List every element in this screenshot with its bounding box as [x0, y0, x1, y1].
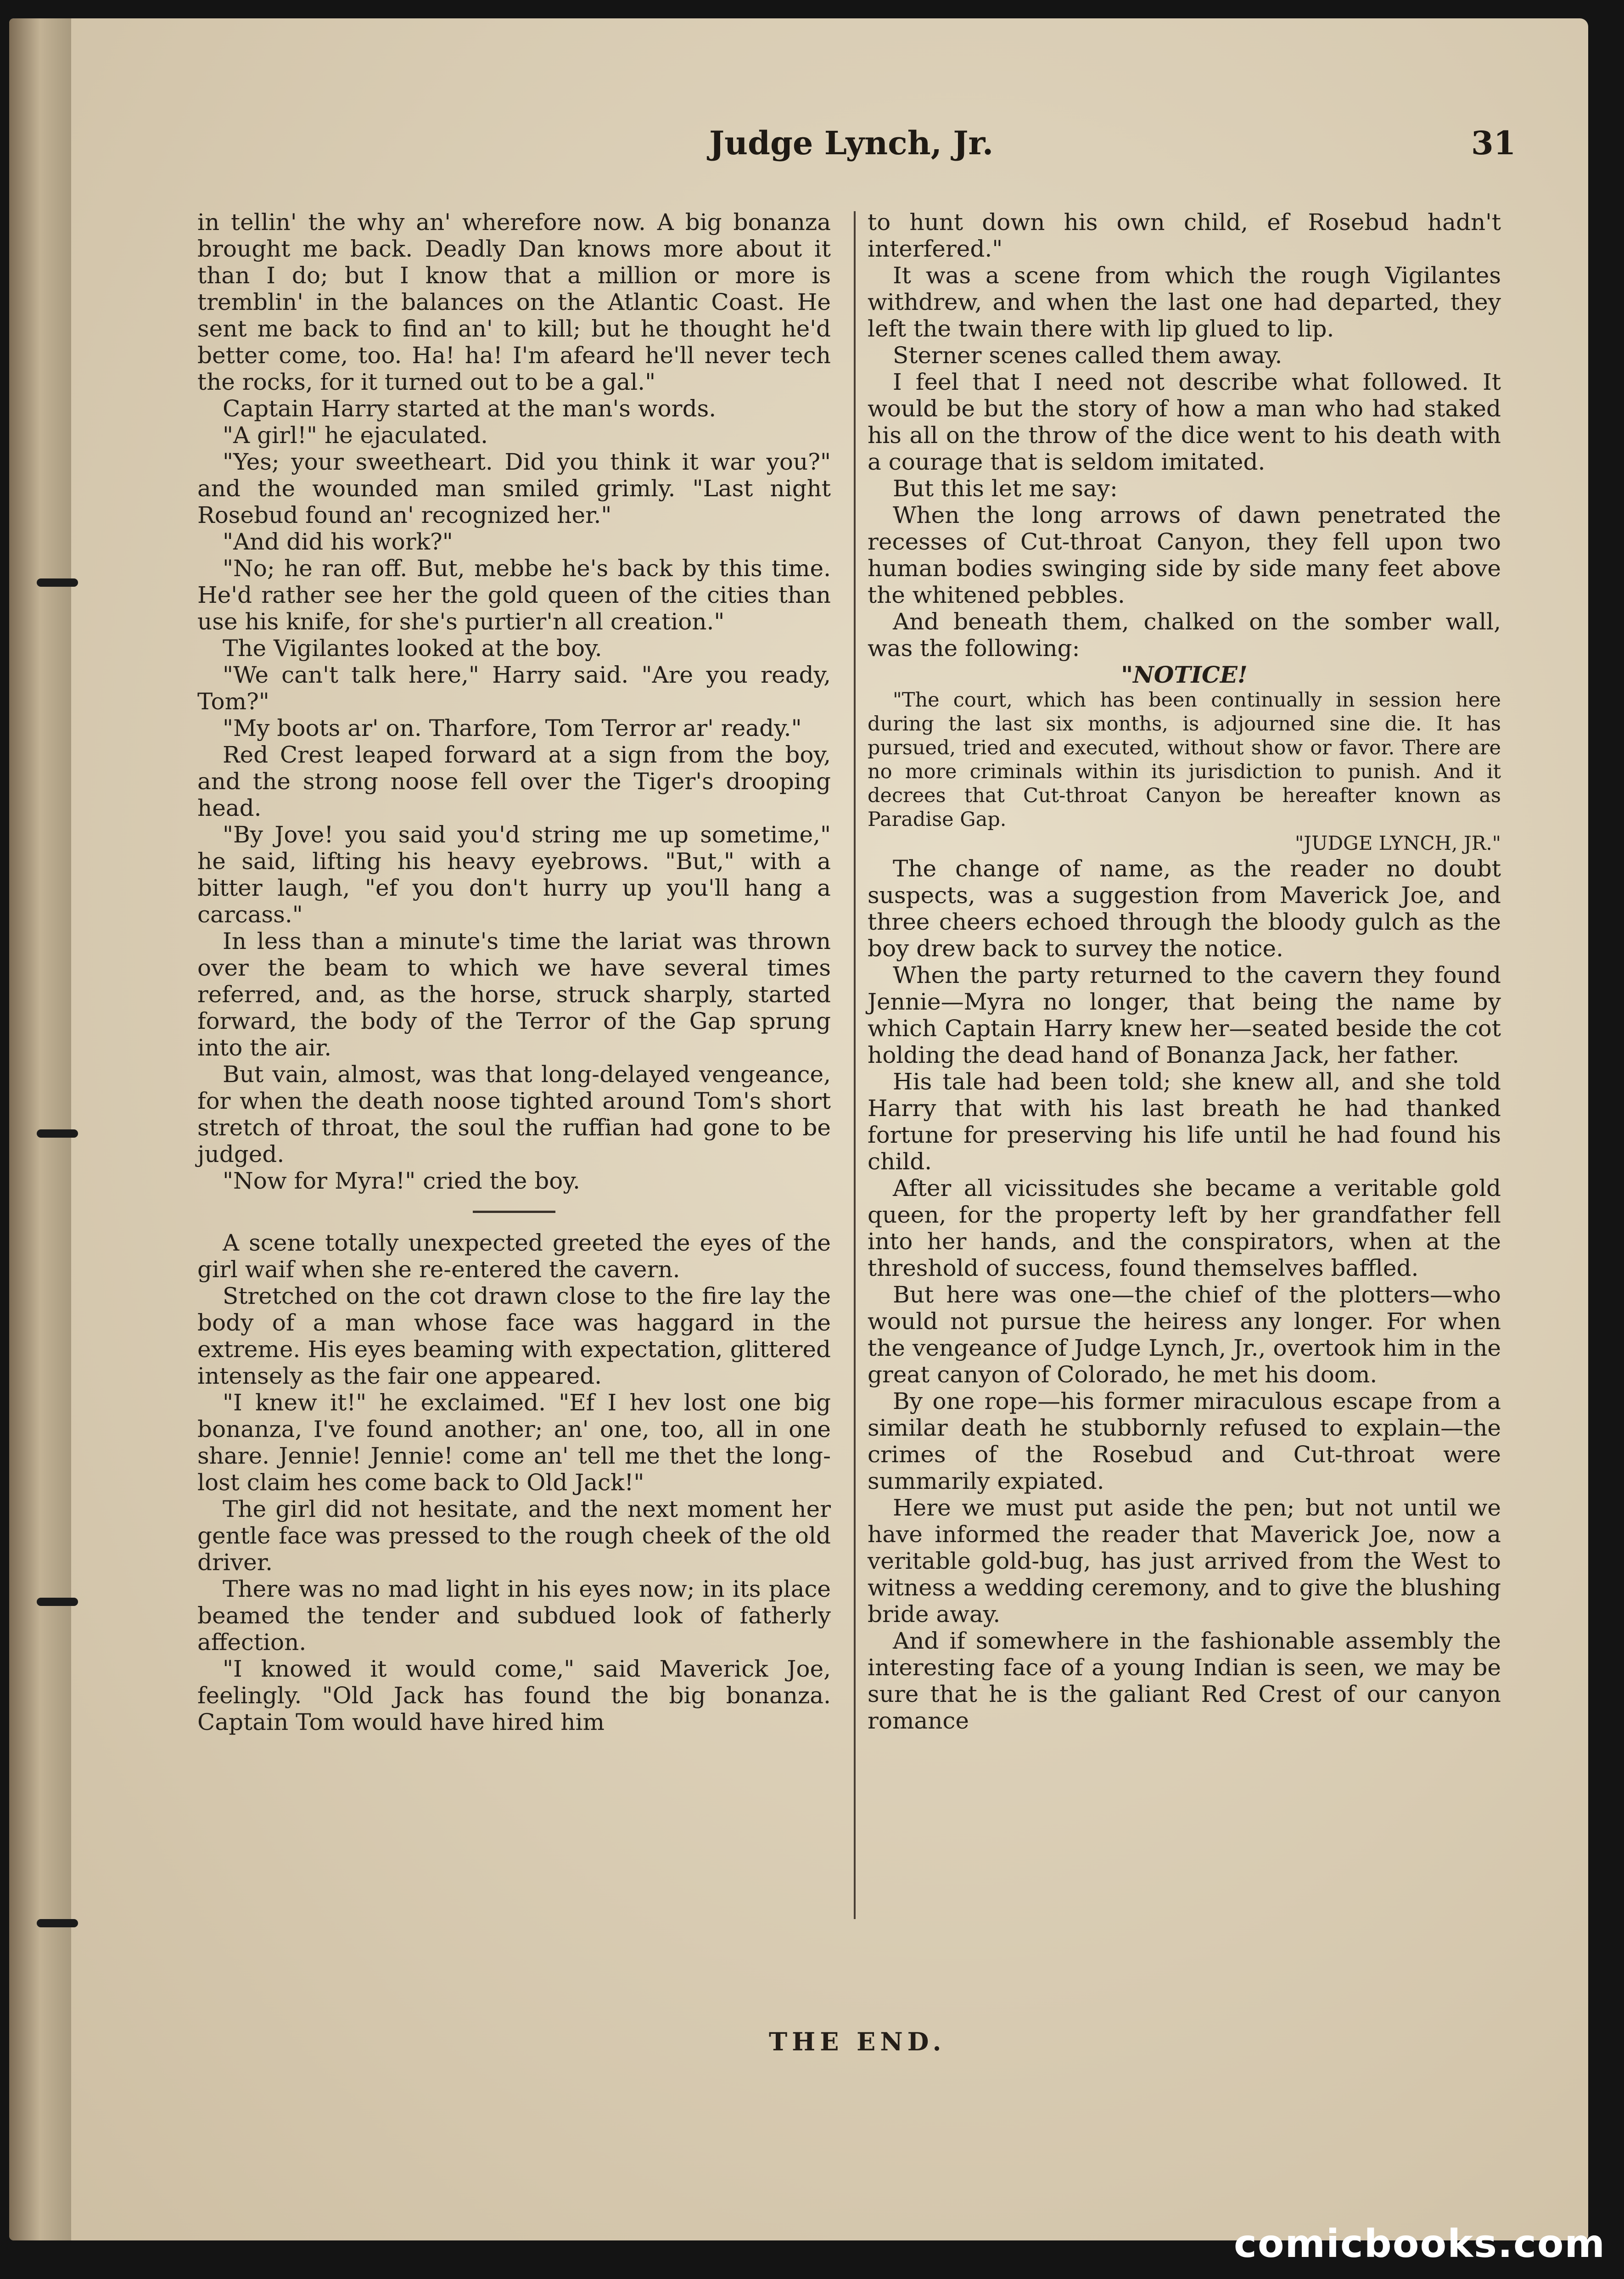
paragraph: Red Crest leaped forward at a sign from the boy, and the strong noose fell over the Tiger's drooping head.	[197, 741, 831, 821]
paragraph: "I knowed it would come," said Maverick Joe, feelingly. "Old Jack has found the big bonanza. Captain Tom would have hired him	[197, 1656, 831, 1735]
binding-stitch	[37, 578, 78, 587]
page-number: 31	[1471, 124, 1516, 162]
paragraph: Sterner scenes called them away.	[893, 342, 1282, 369]
notice-signature: "JUDGE LYNCH, JR."	[1294, 832, 1501, 854]
paragraph: His tale had been told; she knew all, and she told Harry that with his last breath he had thanked fortune for preserving his life until he had found his child.	[868, 1068, 1501, 1175]
paragraph: But here was one—the chief of the plotters—who would not pursue the heiress any longer. For when the vengeance of Judge Lynch, Jr., overtook him in the great canyon of Colorado, he met his doom.	[868, 1281, 1501, 1388]
paragraph: After all vicissitudes she became a veritable gold queen, for the property left by her grandfather fell into her hands, and the conspirators, when at the threshold of success, found themselves baffled.	[868, 1175, 1501, 1281]
paragraph: By one rope—his former miraculous escape from a similar death he stubbornly refused to explain—the crimes of the Rosebud and Cut-throat were summarily expiated.	[868, 1388, 1501, 1494]
section-divider	[473, 1211, 555, 1213]
notice-body: "The court, which has been continually in session here during the last six months, is adjourned sine die. It has pursued, tried and executed, without show or favor. There are no more criminals within its jurisdiction to punish. And it decrees that Cut-throat Canyon be hereafter known as Paradise Gap.	[868, 689, 1501, 831]
left-column	[197, 209, 831, 1735]
paragraph: A scene totally unexpected greeted the eyes of the girl waif when she re-entered the cavern.	[197, 1229, 831, 1283]
paragraph: "No; he ran off. But, mebbe he's back by this time. He'd rather see her the gold queen of the cities than use his knife, for she's purtier'n all creation."	[197, 555, 831, 635]
binding-stitch	[37, 1598, 78, 1606]
paragraph: The girl did not hesitate, and the next moment her gentle face was pressed to the rough cheek of the old driver.	[197, 1496, 831, 1576]
paragraph: to hunt down his own child, ef Rosebud hadn't interfered."	[868, 209, 1501, 262]
paragraph: In less than a minute's time the lariat was thrown over the beam to which we have several times referred, and, as the horse, struck sharply, started forward, the body of the Terror of the Gap sprung into the air.	[197, 928, 831, 1061]
paragraph: But vain, almost, was that long-delayed vengeance, for when the death noose tighted around Tom's short stretch of throat, the soul the ruffian had gone to be judged.	[197, 1061, 831, 1168]
paragraph: "A girl!" he ejaculated.	[223, 422, 488, 449]
watermark: comicbooks.com	[1234, 2221, 1606, 2266]
paragraph: There was no mad light in his eyes now; in its place beamed the tender and subdued look of fatherly affection.	[197, 1576, 831, 1656]
paragraph: When the long arrows of dawn penetrated the recesses of Cut-throat Canyon, they fell upon two human bodies swinging side by side many feet above the whitened pebbles.	[868, 502, 1501, 608]
paragraph: "Yes; your sweetheart. Did you think it war you?" and the wounded man smiled grimly. "Last night Rosebud found an' recognized her."	[197, 449, 831, 528]
the-end-label: THE END.	[769, 2027, 946, 2056]
paragraph: "My boots ar' on. Tharfore, Tom Terror ar' ready."	[223, 715, 802, 741]
notice-heading: "NOTICE!	[1121, 661, 1248, 688]
paragraph: It was a scene from which the rough Vigilantes withdrew, and when the last one had departed, they left the twain there with lip glued to lip.	[868, 262, 1501, 342]
paragraph: Captain Harry started at the man's words.	[223, 395, 717, 422]
running-header-title: Judge Lynch, Jr.	[709, 124, 994, 162]
paragraph: "I knew it!" he exclaimed. "Ef I hev lost one big bonanza, I've found another; an' one, too, all in one share. Jennie! Jennie! come an' tell me thet the long-lost claim hes come back to Old Jack!"	[197, 1389, 831, 1496]
paragraph: The Vigilantes looked at the boy.	[223, 635, 602, 662]
paragraph: Here we must put aside the pen; but not until we have informed the reader that Maverick Joe, now a veritable gold-bug, has just arrived from the West to witness a wedding ceremony, and to give the blushing bride away.	[868, 1494, 1501, 1628]
paragraph: When the party returned to the cavern they found Jennie—Myra no longer, that being the name by which Captain Harry knew her—seated beside the cot holding the dead hand of Bonanza Jack, her father.	[868, 962, 1501, 1068]
paragraph: The change of name, as the reader no doubt suspects, was a suggestion from Maverick Joe, and three cheers echoed through the bloody gulch as the boy drew back to survey the notice.	[868, 855, 1501, 962]
book-page	[9, 18, 1588, 2240]
paragraph: "We can't talk here," Harry said. "Are you ready, Tom?"	[197, 662, 831, 715]
paragraph: And beneath them, chalked on the somber wall, was the following:	[868, 608, 1501, 662]
right-column	[868, 209, 1501, 1734]
binding-stitch	[37, 1129, 78, 1138]
paragraph: "Now for Myra!" cried the boy.	[223, 1168, 580, 1194]
paragraph: in tellin' the why an' wherefore now. A big bonanza brought me back. Deadly Dan knows more about it than I do; but I know that a million or more is tremblin' in the balances on the Atlantic Coast. He sent me back to find an' to kill; but he thought he'd better come, too. Ha! ha! I'm afeard he'll never tech the rocks, for it turned out to be a gal."	[197, 209, 831, 395]
paragraph: And if somewhere in the fashionable assembly the interesting face of a young Indian is seen, we may be sure that he is the galiant Red Crest of our canyon romance	[868, 1628, 1501, 1734]
paragraph: "By Jove! you said you'd string me up sometime," he said, lifting his heavy eyebrows. "But," with a bitter laugh, "ef you don't hurry up you'll hang a carcass."	[197, 821, 831, 928]
paragraph: "And did his work?"	[223, 528, 453, 555]
notice-block	[868, 688, 1501, 855]
paragraph: But this let me say:	[893, 475, 1118, 502]
binding-stitch	[37, 1919, 78, 1927]
paragraph: I feel that I need not describe what followed. It would be but the story of how a man who had staked his all on the throw of the dice went to his death with a courage that is seldom imitated.	[868, 369, 1501, 475]
paragraph: Stretched on the cot drawn close to the fire lay the body of a man whose face was haggard in the extreme. His eyes beaming with expectation, glittered intensely as the fair one appeared.	[197, 1283, 831, 1389]
column-divider	[854, 211, 856, 1919]
